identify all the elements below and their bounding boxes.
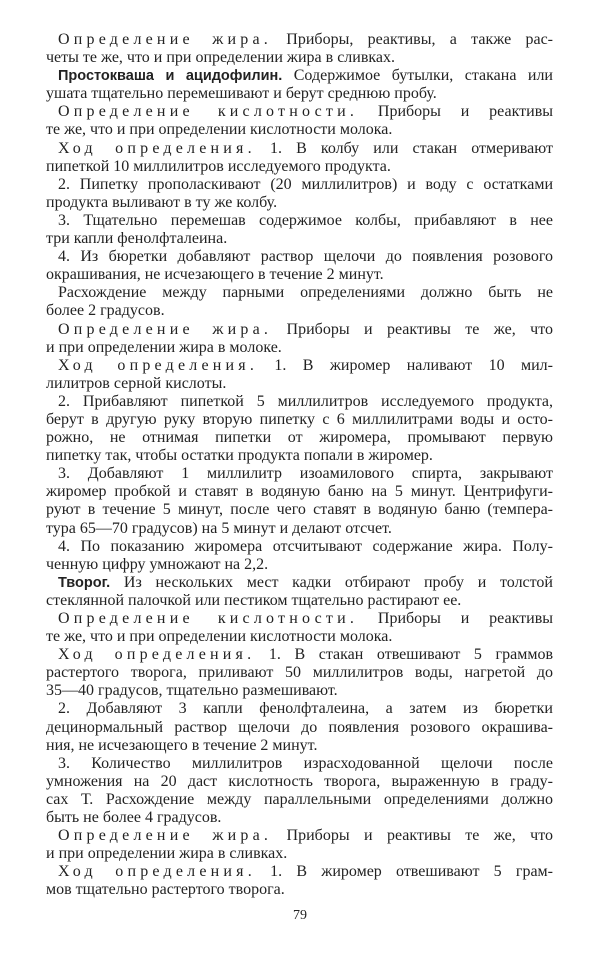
text-line: 4. Из бюретки добавляют раствор щелочи до появления розового: [58, 248, 553, 266]
text-line: ушата тщательно перемешивают и берут среднюю пробу.: [46, 85, 437, 103]
text-line: ченную цифру умножают на 2,2.: [46, 555, 269, 573]
paragraph: [46, 321, 553, 357]
text-line: Ход определения. 1. В стакан отвешивают 5 граммов: [58, 646, 553, 664]
text-line: быть не более 4 градусов.: [46, 809, 222, 827]
paragraph: [46, 67, 553, 103]
paragraph: [46, 755, 553, 827]
text-line: три капли фенолфталеина.: [46, 230, 228, 248]
section-heading: Творог.: [58, 574, 111, 591]
text-line: Определение жира. Приборы и реактивы те же, что: [58, 827, 553, 845]
text-line: тура 65—70 градусов) на 5 минут и делают отсчет.: [46, 519, 392, 537]
text-line: Ход определения. 1. В жиромер наливают 10 мил-: [58, 356, 553, 374]
subsection-heading: Определение жира.: [58, 827, 273, 845]
text-line: Творог. Из нескольких мест кадки отбирают пробу и толстой: [58, 573, 553, 591]
text-line: Расхождение между парными определениями должно быть не: [58, 284, 553, 302]
text-line: Определение кислотности. Приборы и реактивы: [58, 103, 554, 121]
text-line: 3. Количество миллилитров израсходованной щелочи после: [58, 754, 553, 772]
page-body: [46, 31, 553, 900]
text-line: ния, не исчезающего в течение 2 минут.: [46, 736, 318, 754]
subsection-heading: Определение жира.: [58, 31, 272, 48]
text-line: 2. Пипетку прополаскивают (20 миллилитров) и воду с остатками: [58, 175, 553, 193]
paragraph: [46, 248, 553, 284]
text-line: мов тщательно растертого творога.: [46, 881, 285, 899]
text-line: Ход определения. 1. В жиромер отвешивают 5 грам-: [58, 863, 553, 881]
subsection-heading: Ход определения.: [58, 356, 259, 374]
text-line: 3. Добавляют 1 миллилитр изоамилового спирта, закрывают: [58, 465, 553, 483]
text-line: руют в течение 5 минут, после чего ставят в водяную баню (темпера-: [46, 501, 553, 519]
subsection-heading: Ход определения.: [58, 139, 256, 157]
paragraph: [46, 140, 553, 176]
text-line: рожно, не отнимая пипетки от жиромера, промывают первую: [46, 429, 553, 447]
text-line: те же, что и при определении кислотности молока.: [46, 628, 393, 646]
text-line: и при определении жира в молоке.: [46, 338, 282, 356]
subsection-heading: Определение кислотности.: [58, 103, 359, 121]
text-line: те же, что и при определении кислотности молока.: [46, 121, 393, 139]
text-line: пипетку так, чтобы остатки продукта попали в жиромер.: [46, 447, 433, 465]
text-line: 2. Добавляют 3 капли фенолфталеина, а затем из бюретки: [58, 700, 553, 718]
text-line: Определение кислотности. Приборы и реактивы: [58, 610, 554, 627]
paragraph: [46, 103, 553, 139]
text-line: Ход определения. 1. В колбу или стакан отмеривают: [58, 139, 553, 157]
paragraph: [46, 284, 553, 320]
text-line: берут в другую руку вторую пипетку с 6 миллилитрами воды и осто-: [46, 410, 553, 428]
paragraph: [46, 176, 553, 212]
paragraph: [46, 863, 553, 899]
text-line: 2. Прибавляют пипеткой 5 миллилитров исследуемого продукта,: [58, 392, 553, 410]
subsection-heading: Определение жира.: [58, 320, 273, 338]
paragraph: [46, 357, 553, 393]
paragraph: [46, 827, 553, 863]
text-line: лилитров серной кислоты.: [46, 374, 227, 392]
paragraph: [46, 646, 553, 700]
text-line: окрашивания, не исчезающего в течение 2 минут.: [46, 266, 384, 284]
text-line: децинормальный раствор щелочи до появления розового окрашива-: [46, 718, 553, 736]
text-line: и при определении жира в сливках.: [46, 845, 288, 863]
text-line: 4. По показанию жиромера отсчитывают содержание жира. Полу-: [58, 537, 553, 555]
text-line: стеклянной палочкой или пестиком тщательно растирают ее.: [46, 591, 462, 609]
text-line: 3. Тщательно перемешав содержимое колбы, прибавляют в нее: [58, 211, 553, 229]
paragraph: [46, 393, 553, 465]
page-number: 79: [293, 908, 307, 923]
paragraph: [46, 465, 553, 537]
text-line: продукта выливают в ту же колбу.: [46, 193, 278, 211]
paragraph: [46, 574, 553, 610]
paragraph: [46, 212, 553, 248]
text-line: жиромер пробкой и ставят в водяную баню на 5 минут. Центрифуги-: [46, 483, 553, 501]
paragraph: [46, 538, 553, 574]
section-heading: Простокваша и ацидофилин.: [58, 68, 283, 85]
subsection-heading: Определение кислотности.: [58, 610, 359, 627]
paragraph: [46, 700, 553, 754]
text-line: растертого творога, приливают 50 миллилитров воды, нагретой до: [46, 664, 553, 682]
subsection-heading: Ход определения.: [58, 863, 256, 881]
text-line: умножения на 20 даст кислотность творога, выраженную в граду-: [46, 772, 553, 790]
text-line: более 2 градусов.: [46, 302, 165, 320]
subsection-heading: Ход определения.: [58, 646, 256, 664]
text-line: четы те же, что и при определении жира в сливках.: [46, 49, 396, 67]
text-line: Простокваша и ацидофилин. Содержимое бутылки, стакана или: [58, 67, 553, 85]
paragraph: [46, 31, 553, 67]
text-line: Определение жира. Приборы, реактивы, а также рас-: [58, 31, 554, 48]
text-line: Определение жира. Приборы и реактивы те же, что: [58, 320, 553, 338]
text-line: пипеткой 10 миллилитров исследуемого продукта.: [46, 157, 391, 175]
text-line: 35—40 градусов, тщательно размешивают.: [46, 682, 338, 700]
paragraph: [46, 610, 553, 646]
text-line: сах Т. Расхождение между параллельными определениями должно: [46, 790, 553, 808]
